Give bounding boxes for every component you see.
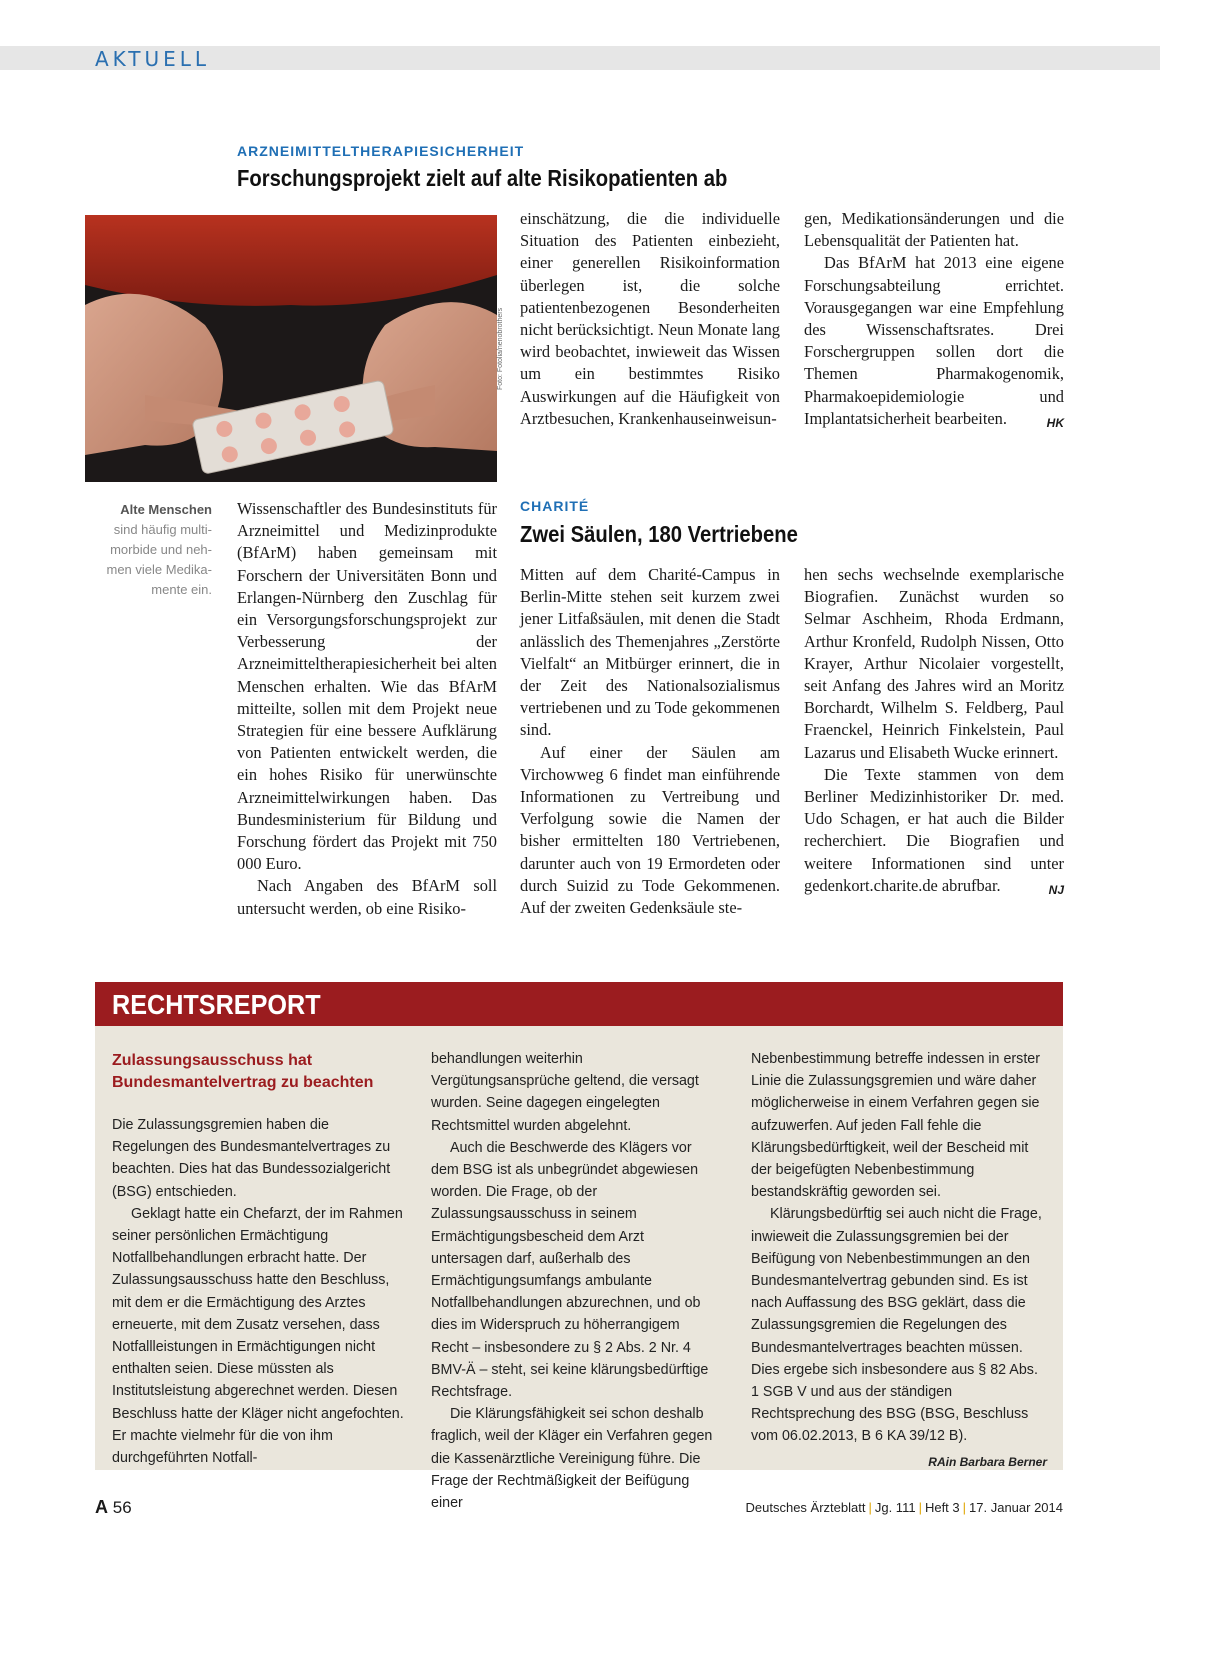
paragraph: Nebenbestimmung betreffe indessen in erster Linie die Zulassungsgremien und wäre daher möglicherweise in einem Verfahren gegen sie aufzuwerfen. Auf jeden Fall fehle die Klärungsbedürftigkeit, weil der Bescheid mit der beigefügten Nebenbestimmung bestandskräftig geworden sei. — [751, 1051, 1041, 1201]
journal-volume: Jg. 111 — [874, 1500, 916, 1515]
page-number — [95, 1497, 132, 1518]
article2-kicker: CHARITÉ — [520, 498, 590, 514]
paragraph: Mitten auf dem Charité-Campus in Berlin-Mitte stehen seit kurzem zwei jener Litfaßsäulen, mit denen die Stadt anlässlich des Themenjahres „Zerstörte Vielfalt“ an Mitbürger erinnert, die in der Zeit des Nationalsozialismus vertriebenen und zu Tode gekommenen sind. — [520, 565, 780, 740]
paragraph: behandlungen weiterhin Vergütungsansprüche geltend, die versagt wurden. Seine dagegen eingelegten Rechtsmittel wurden abgelehnt. — [431, 1051, 699, 1134]
article1-title: Forschungsprojekt zielt auf alte Risikopatienten ab — [237, 165, 728, 191]
paragraph-text: Die Texte stammen von dem Berliner Medizinhistoriker Dr. med. Udo Schagen, er hat auch die Bilder recherchiert. Die Biografien und weitere Informationen sind unter gedenkort.charite.de abrufbar. — [804, 764, 1064, 895]
caption-text: sind häufig multi-morbide und neh-men viele Medika-mente ein. — [106, 522, 212, 597]
rechtsreport-subtitle: Zulassungsausschuss hat Bundesmantelvertrag zu beachten — [112, 1052, 374, 1091]
article2-column-2 — [804, 564, 1064, 901]
photo-caption — [100, 500, 212, 600]
rechtsreport-column-1 — [112, 1050, 408, 1469]
paragraph — [804, 252, 1064, 430]
journal-date: 17. Januar 2014 — [969, 1500, 1063, 1515]
separator: | — [918, 1500, 922, 1515]
paragraph: gen, Medikationsänderungen und die Lebensqualität der Patienten hat. — [804, 209, 1064, 251]
paragraph — [751, 1203, 1047, 1469]
article1-column-3 — [804, 208, 1064, 434]
article1-column-1 — [237, 498, 497, 920]
photo-credit: Foto: Fotolia/nenobrothers — [497, 307, 504, 390]
rechtsreport-column-3 — [751, 1048, 1047, 1473]
paragraph: Nach Angaben des BfArM soll untersucht werden, ob eine Risiko- — [237, 876, 497, 918]
author-signature: HK — [1046, 415, 1064, 430]
paragraph: Wissenschaftler des Bundesinstituts für Arzneimittel und Medizinprodukte (BfArM) haben gemeinsam mit Forschern der Universitäten Bonn und Erlangen-Nürnberg den Zuschlag für ein Versorgungsforschungsprojekt zur Verbesserung der Arzneimitteltherapiesicherheit bei alten Menschen erhalten. Wie das BfArM mitteilte, sollen mit dem Projekt neue Strategien für eine bessere Aufklärung von Patienten entwickelt werden, die ein hohes Risiko für unerwünschte Arzneimittelwirkungen haben. Das Bundesministerium für Bildung und Forschung fördert das Projekt mit 750 000 Euro. — [237, 499, 497, 874]
paragraph: Geklagt hatte ein Chefarzt, der im Rahmen seiner persönlichen Ermächtigung Notfallbehandlungen erbracht hatte. Der Zulassungsausschuss hatte den Beschluss, mit dem er die Ermächtigung des Arztes erneuerte, mit dem Zusatz versehen, dass Notfallleistungen in Ermächtigungen nicht enthalten seien. Diese müssten als Institutsleistung abgerechnet werden. Diesen Beschluss hatte der Kläger nicht angefochten. Er machte vielmehr für die von ihm durchgeführten Notfall- — [112, 1205, 404, 1467]
article2-column-1 — [520, 564, 780, 919]
paragraph: Die Klärungsfähigkeit sei schon deshalb fraglich, weil der Kläger ein Verfahren gegen die Kassenärztliche Vereinigung führe. Die Frage der Rechtmäßigkeit der Beifügung einer — [431, 1406, 713, 1512]
paragraph — [804, 764, 1064, 897]
rechtsreport-title: RECHTSREPORT — [112, 989, 321, 1020]
article1-photo — [85, 215, 497, 482]
paragraph: Die Zulassungsgremien haben die Regelungen des Bundesmantelvertrages zu beachten. Dies hat das Bundessozialgericht (BSG) entschieden. — [112, 1117, 391, 1200]
article1-column-2 — [520, 208, 780, 430]
article2-title: Zwei Säulen, 180 Vertriebene — [520, 521, 798, 547]
page-number-value: 56 — [112, 1498, 132, 1517]
separator: | — [962, 1500, 967, 1515]
journal-issue: Heft 3 — [924, 1500, 960, 1515]
article1-kicker: ARZNEIMITTELTHERAPIESICHERHEIT — [237, 143, 525, 159]
paragraph: einschätzung, die die individuelle Situation des Patienten einbezieht, einer generellen Risikoinformation überlegen ist, die solche patientenbezogenen Besonderheiten nicht berücksichtigt. Neun Monate lang wird beobachtet, inwieweit das Wissen um ein bestimmtes Risiko Auswirkungen auf die Häufigkeit von Arztbesuchen, Krankenhauseinweisun- — [520, 209, 780, 428]
hands-holding-pills-image — [85, 215, 497, 482]
paragraph-text: Klärungsbedürftig sei auch nicht die Frage, inwieweit die Zulassungsgremien bei der Beifügung von Nebenbestimmungen an den Bundesmantelvertrag gebunden sind. Es ist nach Auffassung des BSG geklärt, dass die Zulassungsgremien die Regelungen des Bundesmantelvertrages beachten müssen. Dies ergebe sich insbesondere aus § 82 Abs. 1 SGB V und aus der ständigen Rechtsprechung des BSG (BSG, Beschluss vom 06.02.2013, B 6 KA 39/12 B). — [751, 1206, 1042, 1445]
author-signature: RAin Barbara Berner — [928, 1454, 1047, 1469]
paragraph: hen sechs wechselnde exemplarische Biografien. Zunächst wurden so Selmar Aschheim, Rhoda Erdmann, Arthur Kronfeld, Rudolph Nissen, Otto Krayer, Arthur Nicolaier vorgestellt, seit Anfang des Jahres wird an Moritz Borchardt, Wilhelm S. Feldberg, Paul Fraenckel, Heinrich Finkelstein, Paul Lazarus und Elisabeth Wucke erinnert. — [804, 565, 1064, 762]
paragraph: Auch die Beschwerde des Klägers vor dem BSG ist als unbegründet abgewiesen worden. Die Frage, ob der Zulassungsausschuss in seinem Ermächtigungsbescheid dem Arzt untersagen darf, außerhalb des Ermächtigungsumfangs ambulante Notfallbehandlungen abzurechnen, und ob dies im Widerspruch zu höherrangigem Recht – insbesondere zu § 2 Abs. 2 Nr. 4 BMV-Ä – steht, sei keine klärungsbedürftige Rechtsfrage. — [431, 1139, 709, 1401]
paragraph: Auf einer der Säulen am Virchowweg 6 findet man einführende Informationen zu Vertreibung und Verfolgung sowie die Namen der bisher ermittelten 180 Vertriebenen, darunter auch von 19 Ermordeten oder durch Suizid zu Tode Gekommenen. Auf der zweiten Gedenksäule ste- — [520, 742, 780, 918]
journal-name: Deutsches Ärzteblatt — [745, 1500, 866, 1515]
caption-lead: Alte Menschen — [120, 502, 212, 517]
rechtsreport-column-2 — [431, 1048, 717, 1514]
separator: | — [868, 1500, 872, 1515]
author-signature: NJ — [1048, 882, 1064, 897]
page-prefix: A — [95, 1497, 108, 1517]
paragraph-text: Das BfArM hat 2013 eine eigene Forschungsabteilung errichtet. Vorausgegangen war eine Empfehlung des Wissenschaftsrates. Drei Forschergruppen sollen dort die Themen Pharmakogenomik, Pharmakoepidemiologie und Implantatsicherheit bearbeiten. — [804, 253, 1064, 428]
section-label: AKTUELL — [95, 47, 211, 71]
journal-info — [746, 1500, 1064, 1515]
